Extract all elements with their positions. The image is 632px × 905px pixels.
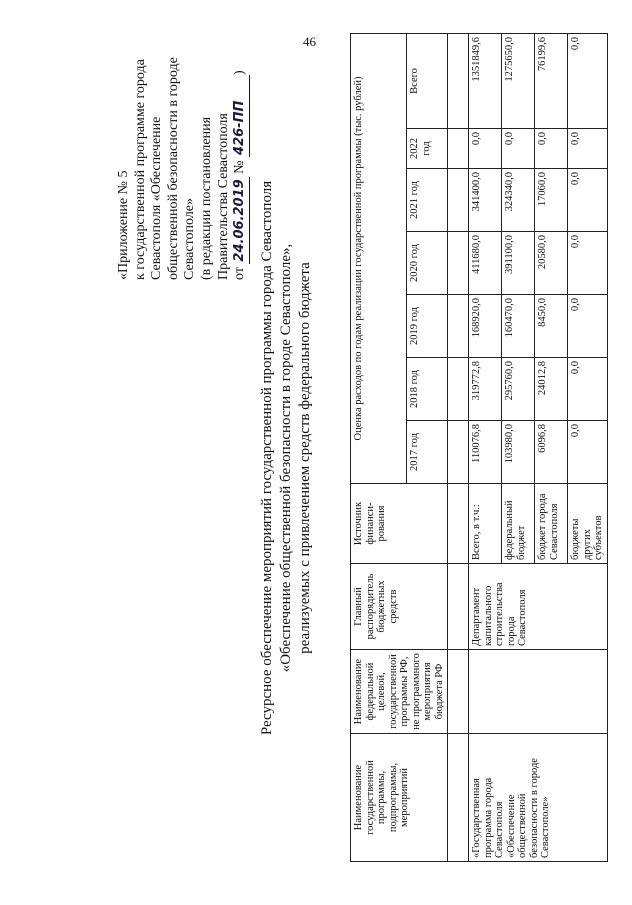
subheader-cell — [448, 169, 469, 232]
source-cell: Всего, в т.ч.: — [469, 484, 502, 564]
header-year: 2019 год — [407, 295, 448, 358]
value-cell: 341400,0 — [469, 169, 502, 232]
appendix-line: к государственной программе города — [132, 59, 148, 280]
subheader-cell — [448, 564, 469, 650]
total-cell: 1351849,6 — [469, 33, 502, 128]
appendix-line: Правительства Севастополя — [215, 113, 231, 280]
subheader-cell — [448, 358, 469, 421]
header-source: Источник финанси-рования — [351, 484, 448, 564]
header-total: Всего — [407, 33, 448, 128]
header-year: 2017 год — [407, 421, 448, 484]
total-cell: 76199,6 — [535, 33, 568, 128]
value-cell: 0,0 — [568, 421, 608, 484]
header-year: 2018 год — [407, 358, 448, 421]
document-heading — [258, 118, 315, 798]
header-federal-program: Наименование федеральной целевой, государственной программы РФ, не программного мероприятия бюджета РФ — [351, 650, 448, 734]
value-cell: 295760,0 — [502, 358, 535, 421]
appendix-date-line: от 24.06.2019 № 426-ПП) — [232, 30, 250, 280]
subheader-cell — [448, 484, 469, 564]
date-prefix: от — [232, 267, 248, 280]
total-cell: 0,0 — [568, 33, 608, 128]
value-cell: 0,0 — [568, 129, 608, 169]
subheader-cell — [448, 650, 469, 734]
rotated-page — [26, 30, 604, 878]
heading-line-2: «Обеспечение общественной безопасности в городе Севастополе», — [278, 243, 294, 673]
source-cell: бюджеты других субъектов — [568, 484, 608, 564]
heading-line-1: Ресурсное обеспечение мероприятий государственной программы города Севастополя — [259, 180, 275, 736]
handwritten-date: 24.06.2019 — [232, 177, 250, 263]
subheader-cell — [448, 421, 469, 484]
page-number: 46 — [303, 34, 316, 49]
value-cell: 324340,0 — [502, 169, 535, 232]
value-cell: 110076,8 — [469, 421, 502, 484]
header-administrator: Главный распорядитель бюджетных средств — [351, 564, 448, 650]
value-cell: 0,0 — [469, 129, 502, 169]
header-year: 2020 год — [407, 232, 448, 295]
value-cell: 0,0 — [568, 295, 608, 358]
header-program-name: Наименование государственной программы, подпрограммы, мероприятий — [351, 734, 448, 862]
value-cell: 17060,0 — [535, 169, 568, 232]
subheader-cell — [448, 33, 469, 128]
appendix-line: Севастополя «Обеспечение — [149, 116, 165, 280]
value-cell: 0,0 — [568, 358, 608, 421]
total-cell: 1275650,0 — [502, 33, 535, 128]
subheader-cell — [448, 734, 469, 862]
appendix-line: «Приложение № 5 — [116, 170, 131, 280]
appendix-block — [116, 30, 250, 280]
program-name-cell: «Государственная программа города Севастополя «Обеспечение общественной безопасности в городе Севастополе» — [469, 734, 608, 862]
resource-table — [350, 33, 608, 862]
appendix-line: (в редакции постановления — [198, 116, 214, 280]
source-cell: федеральный бюджет — [502, 484, 535, 564]
value-cell: 0,0 — [568, 232, 608, 295]
table-row — [469, 33, 502, 861]
value-cell: 0,0 — [502, 129, 535, 169]
administrator-cell: Департамент капитального строительства города Севастополя — [469, 564, 608, 650]
appendix-line: общественной безопасности в городе — [165, 57, 181, 280]
subheader-cell — [448, 232, 469, 295]
value-cell: 160470,0 — [502, 295, 535, 358]
header-year: 2021 год — [407, 169, 448, 232]
value-cell: 20580,0 — [535, 232, 568, 295]
appendix-line: Севастополе» — [182, 197, 198, 280]
value-cell: 8450,0 — [535, 295, 568, 358]
value-cell: 24012,8 — [535, 358, 568, 421]
value-cell: 103980,0 — [502, 421, 535, 484]
value-cell: 168920,0 — [469, 295, 502, 358]
header-estimate: Оценка расходов по годам реализации государственной программы (тыс. рублей) — [351, 33, 407, 483]
header-year: 2022 год — [407, 129, 448, 169]
value-cell: 0,0 — [568, 169, 608, 232]
value-cell: 6096,8 — [535, 421, 568, 484]
value-cell: 411680,0 — [469, 232, 502, 295]
value-cell: 0,0 — [535, 129, 568, 169]
subheader-cell — [448, 129, 469, 169]
subheader-cell — [448, 295, 469, 358]
handwritten-number: 426-ПП — [232, 75, 250, 157]
federal-program-cell — [469, 650, 608, 734]
value-cell: 391100,0 — [502, 232, 535, 295]
heading-line-3: реализуемых с привлечением средств федерального бюджета — [297, 262, 313, 654]
source-cell: бюджет города Севастополя — [535, 484, 568, 564]
value-cell: 319772,8 — [469, 358, 502, 421]
number-prefix: № — [232, 160, 248, 174]
